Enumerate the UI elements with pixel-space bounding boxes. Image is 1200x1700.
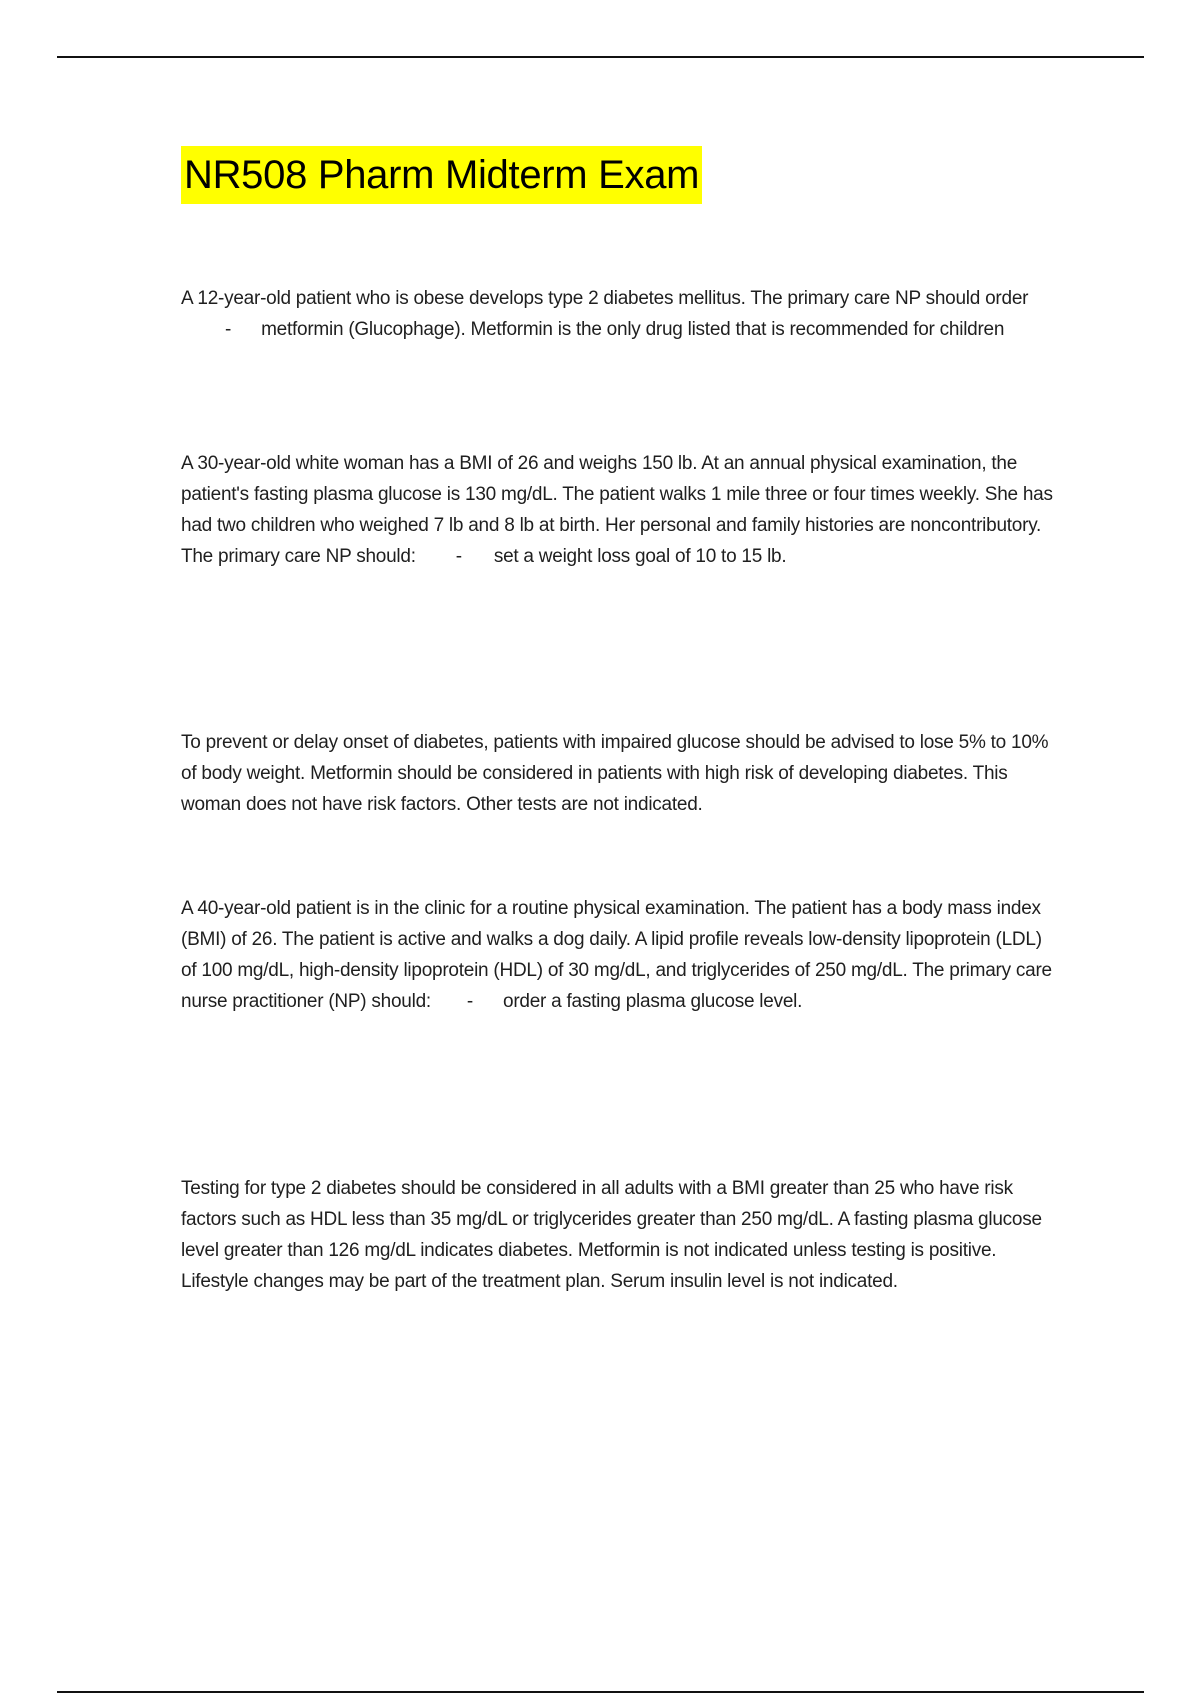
question-3-answer: order a fasting plasma glucose level.: [503, 991, 803, 1012]
question-3-separator: -: [466, 991, 473, 1012]
question-3: [181, 893, 1061, 1017]
question-1-answer: metformin (Glucophage). Metformin is the only drug listed that is recommended for children: [261, 319, 1005, 340]
question-2-answer: set a weight loss goal of 10 to 15 lb.: [493, 546, 787, 567]
question-2-text: A 30-year-old white woman has a BMI of 26 and weighs 150 lb. At an annual physical examination, the patient's fasting plasma glucose is 130 mg/dL. The patient walks 1 mile three or four times weekly. She has had two children who weighed 7 lb and 8 lb at birth. Her personal and family histories are noncontributory. The primary care NP should:: [181, 453, 1053, 567]
question-1-text: A 12-year-old patient who is obese develops type 2 diabetes mellitus. The primary care NP should order: [181, 288, 1029, 309]
top-rule: [57, 56, 1144, 58]
bottom-rule: [57, 1691, 1144, 1693]
question-2-separator: -: [455, 546, 462, 567]
document-title: NR508 Pharm Midterm Exam: [181, 146, 702, 204]
question-2: [181, 448, 1061, 572]
question-3-text: A 40-year-old patient is in the clinic for a routine physical examination. The patient has a body mass index (BMI) of 26. The patient is active and walks a dog daily. A lipid profile reveals low-density lipoprotein (LDL) of 100 mg/dL, high-density lipoprotein (HDL) of 30 mg/dL, and triglycerides of 250 mg/dL. The primary care nurse practitioner (NP) should:: [181, 898, 1052, 1012]
question-1: [181, 283, 1061, 345]
rationale-3: Testing for type 2 diabetes should be considered in all adults with a BMI greater than 25 who have risk factors such as HDL less than 35 mg/dL or triglycerides greater than 250 mg/dL. A fasting plasma glucose level greater than 126 mg/dL indicates diabetes. Metformin is not indicated unless testing is positive. Lifestyle changes may be part of the treatment plan. Serum insulin level is not indicated.: [181, 1178, 1042, 1292]
rationale-2: To prevent or delay onset of diabetes, patients with impaired glucose should be advised to lose 5% to 10% of body weight. Metformin should be considered in patients with high risk of developing diabetes. This woman does not have risk factors. Other tests are not indicated.: [181, 732, 1049, 815]
question-1-separator: -: [225, 319, 232, 340]
